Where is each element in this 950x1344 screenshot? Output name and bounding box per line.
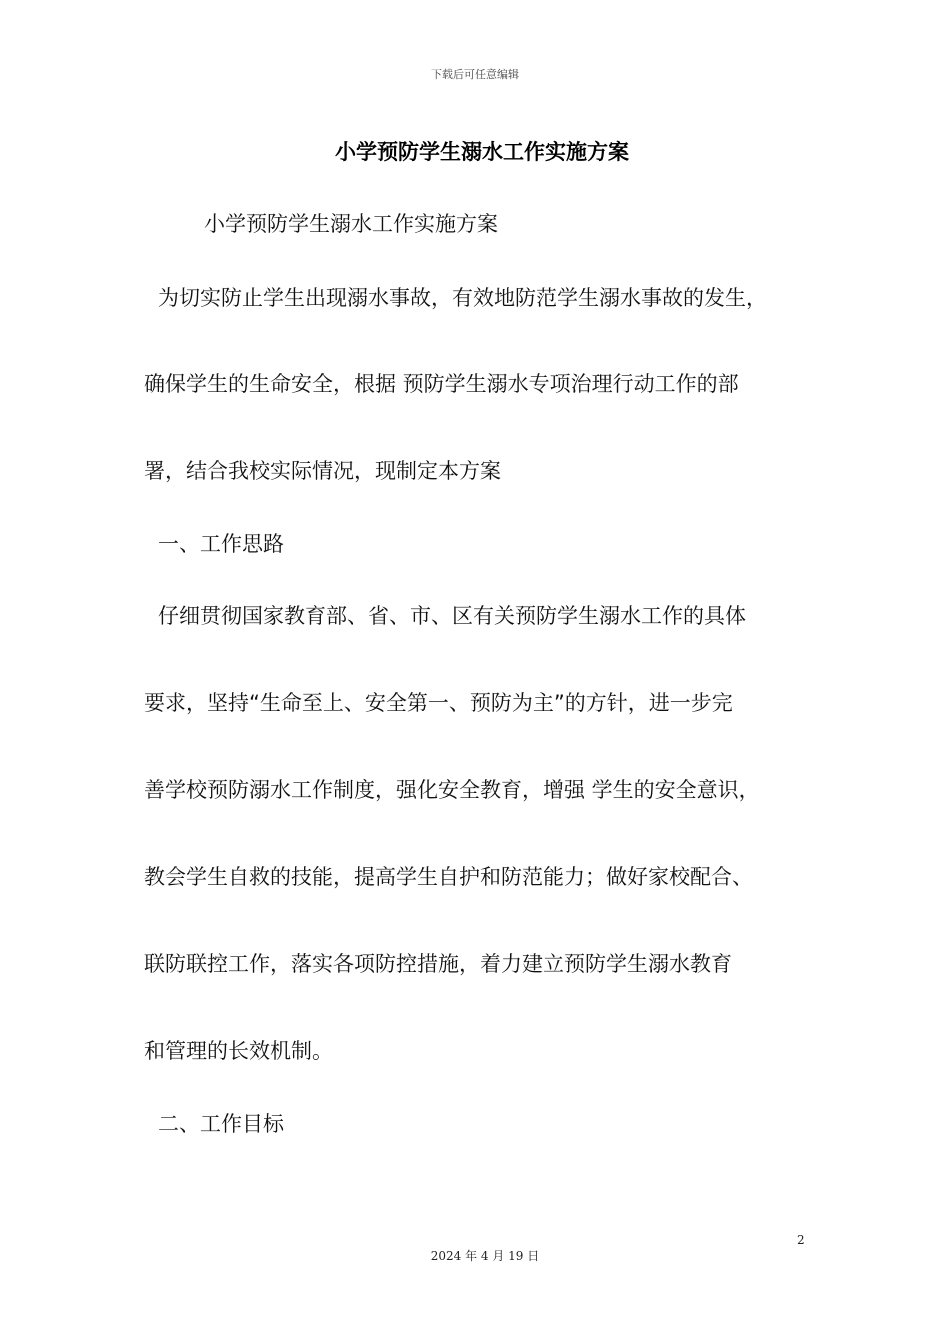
subtitle-line: 小学预防学生溺水工作实施方案 <box>204 212 498 236</box>
paragraph-line: 善学校预防溺水工作制度，强化安全教育，增强 学生的安全意识， <box>144 778 760 802</box>
paragraph-line: 仔细贯彻国家教育部、省、市、区有关预防学生溺水工作的具体 <box>158 604 746 628</box>
section-heading: 二、工作目标 <box>158 1112 284 1136</box>
page-number: 2 <box>797 1233 805 1247</box>
paragraph-line: 和管理的长效机制。 <box>144 1039 333 1063</box>
footer-date: 2024 年 4 月 19 日 <box>430 1249 540 1263</box>
paragraph-line: 署，结合我校实际情况，现制定本方案 <box>144 459 501 483</box>
paragraph-line: 为切实防止学生出现溺水事故，有效地防范学生溺水事故的发生， <box>158 286 767 310</box>
paragraph-line: 确保学生的生命安全，根据 预防学生溺水专项治理行动工作的部 <box>144 372 739 396</box>
paragraph-line: 联防联控工作，落实各项防控措施，着力建立预防学生溺水教育 <box>144 952 732 976</box>
paragraph-line: 要求，坚持“生命至上、安全第一、预防为主”的方针，进一步完 <box>144 691 733 715</box>
section-heading: 一、工作思路 <box>158 532 284 556</box>
paragraph-line: 教会学生自救的技能，提高学生自护和防范能力；做好家校配合、 <box>144 865 753 889</box>
document-title: 小学预防学生溺水工作实施方案 <box>335 140 629 164</box>
page-header-note: 下载后可任意编辑 <box>431 68 519 81</box>
